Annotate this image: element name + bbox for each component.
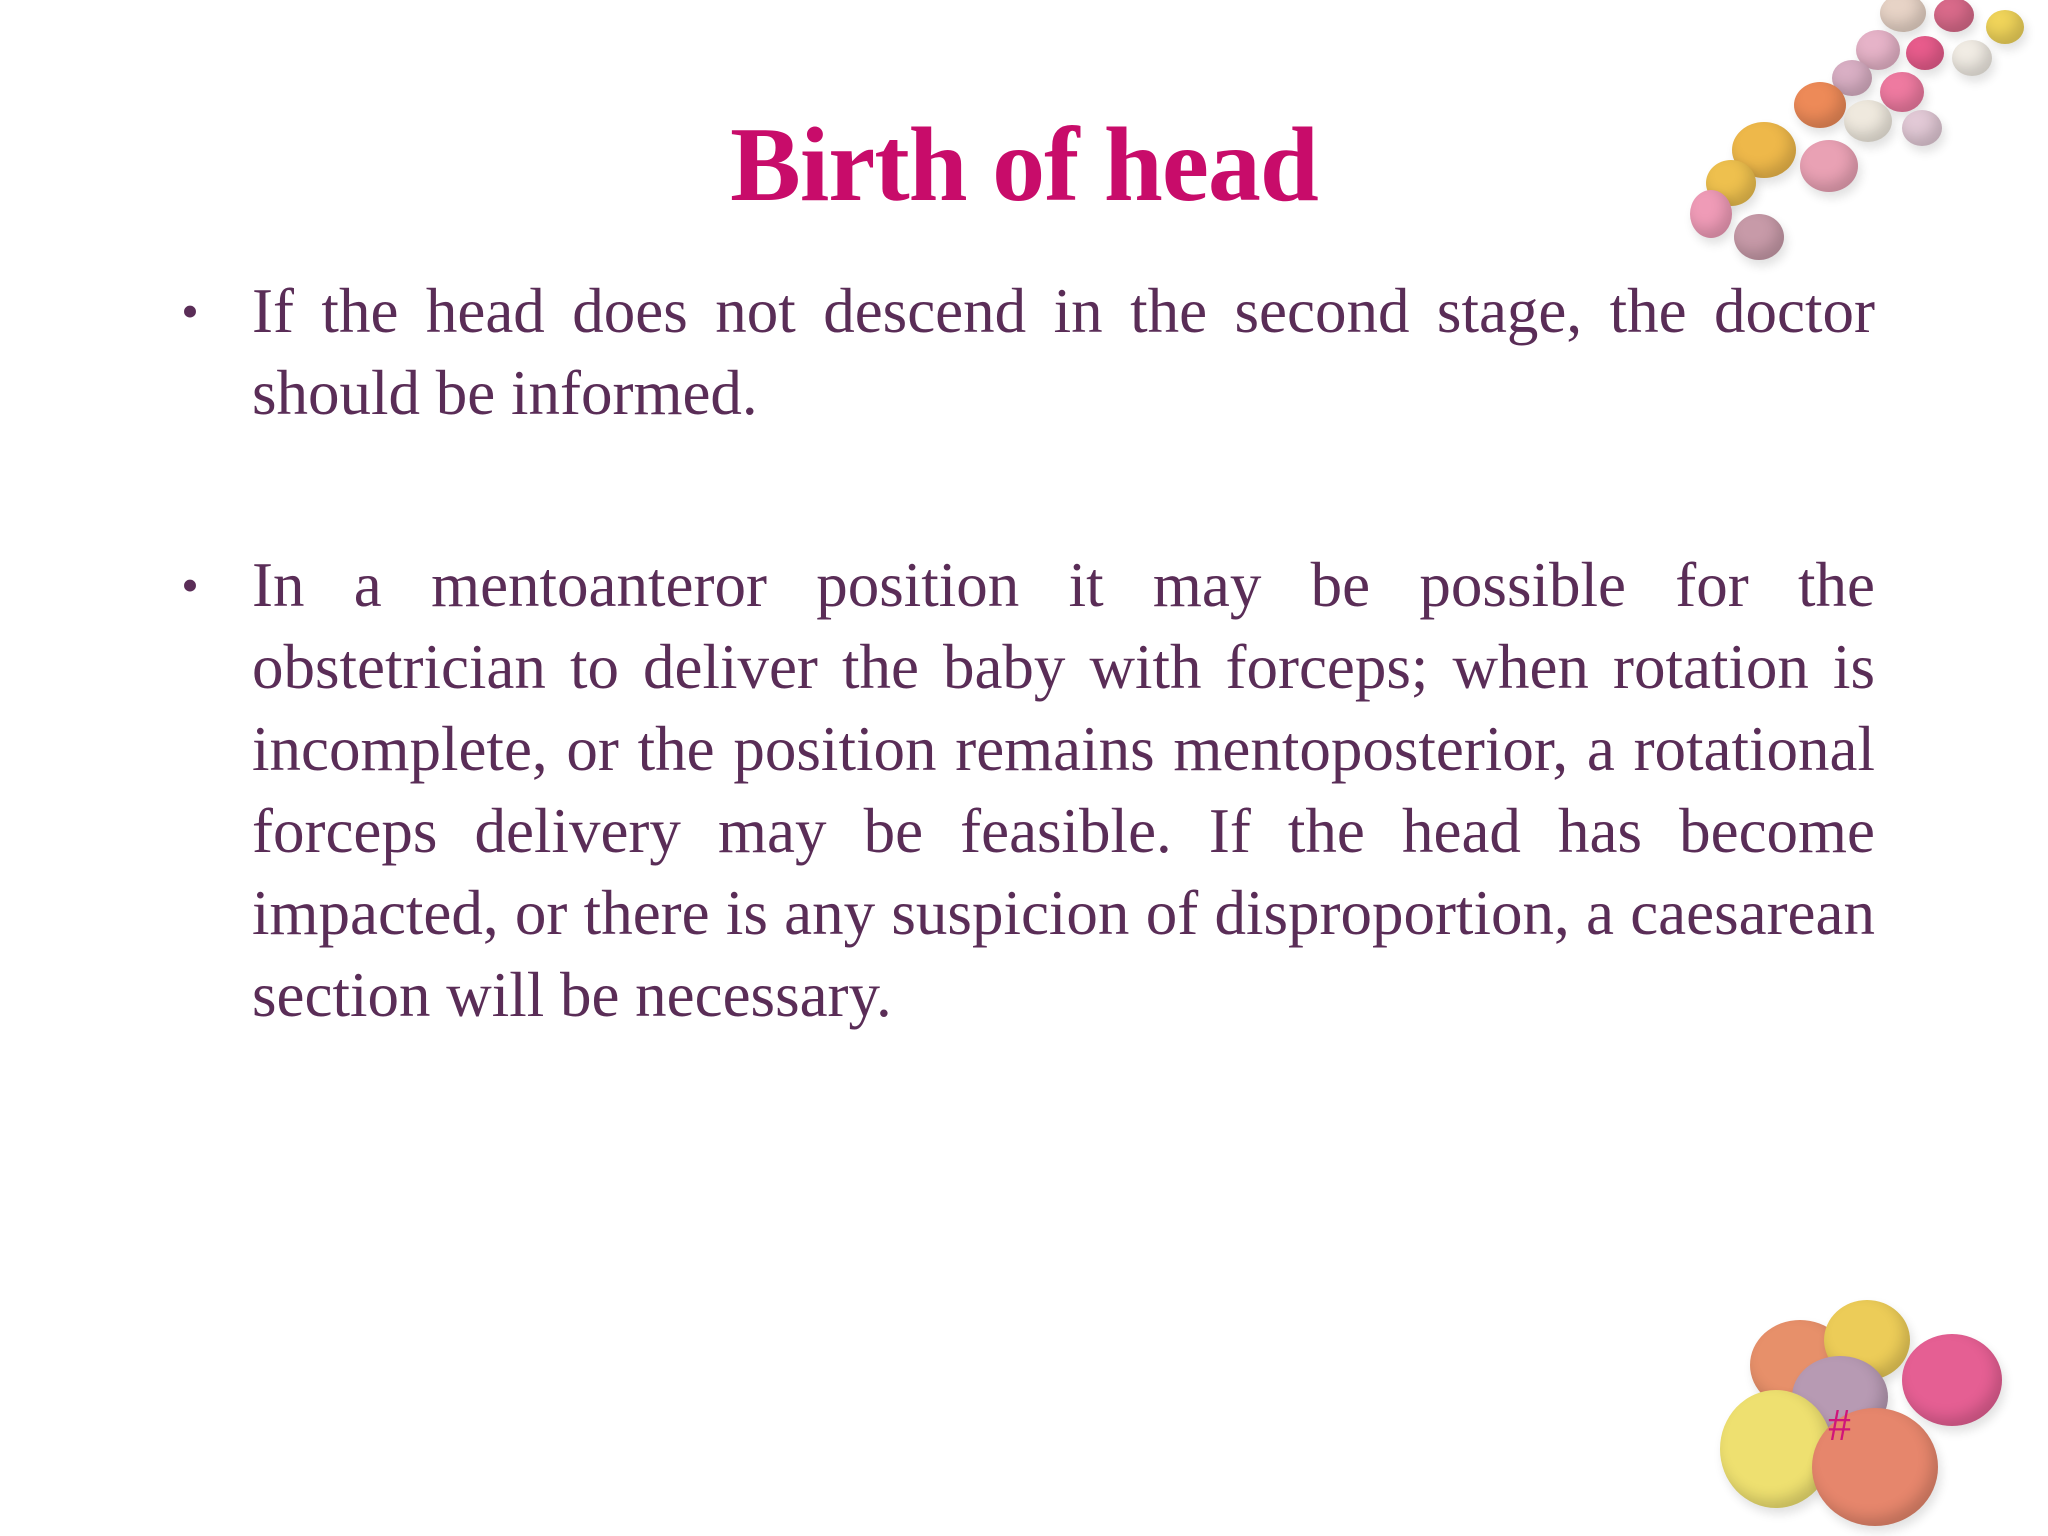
bullet-text: In a mentoanteror position it may be possible for the obstetrician to deliver the baby with forceps; when rotation is incomplete, or the position remains mentoposterior, a rotational forceps delivery may be feasible. If the head has become impacted, or there is any suspicion of disproportion, a caesarean section will be necessary. <box>252 550 1875 1030</box>
bullet-list <box>170 270 1875 1036</box>
bullet-text: If the head does not descend in the second stage, the doctor should be informed. <box>252 276 1875 428</box>
bullet-marker: • <box>181 283 199 339</box>
bullet-marker: • <box>181 557 199 613</box>
candy-eggs-bottom-decoration <box>1720 1280 2048 1536</box>
slide-title: Birth of head <box>730 106 1318 223</box>
bullet-item <box>170 544 1875 1036</box>
slide-number: # <box>1828 1399 1851 1450</box>
bullet-item <box>170 270 1875 434</box>
